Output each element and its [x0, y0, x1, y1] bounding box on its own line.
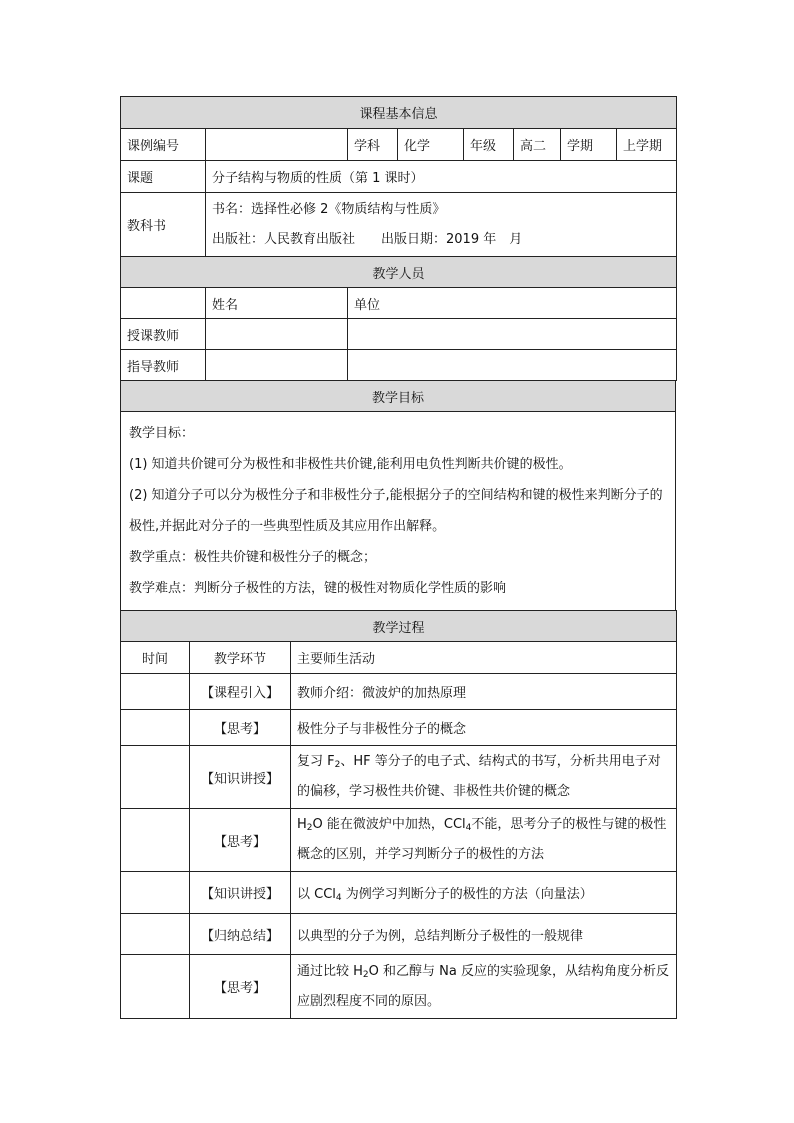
objectives-heading: 教学目标：	[129, 426, 195, 441]
time-cell	[121, 955, 190, 1019]
grade-label: 年级	[464, 129, 514, 161]
objectives-table	[120, 380, 676, 611]
activity-text: 、HF 等分子的电子式、结构式的书写，分析共用电子对的偏移，学习极性共价键、非极性共价键的概念	[297, 754, 661, 799]
table-row	[121, 710, 677, 746]
table-row	[121, 914, 677, 955]
objective-item-2: (2) 知道分子可以分为极性分子和非极性分子,能根据分子的空间结构和键的极性来判断分子的极性,并据此对分子的一些典型性质及其应用作出解释。	[129, 488, 663, 534]
name-column-header: 姓名	[206, 288, 348, 319]
process-table	[120, 610, 677, 1019]
table-row	[121, 955, 677, 1019]
time-cell	[121, 914, 190, 955]
stage-cell: 【知识讲授】	[190, 746, 291, 809]
time-cell	[121, 746, 190, 809]
subscript: 4	[465, 823, 472, 833]
activity-text: O 能在微波炉中加热，CCl	[312, 817, 466, 832]
advisor-unit	[348, 350, 677, 381]
stage-cell: 【知识讲授】	[190, 872, 291, 914]
time-cell	[121, 674, 190, 710]
topic-label: 课题	[121, 161, 206, 193]
advisor-label: 指导教师	[121, 350, 206, 381]
activity-cell: 教师介绍：微波炉的加热原理	[291, 674, 677, 710]
staff-header: 教学人员	[121, 257, 677, 288]
activity-cell	[291, 746, 677, 809]
basic-info-header: 课程基本信息	[121, 97, 677, 129]
lesson-plan-sheet	[120, 96, 676, 1019]
difficulty-point: 教学难点：判断分子极性的方法，键的极性对物质化学性质的影响	[129, 581, 507, 596]
code-label: 课例编号	[121, 129, 206, 161]
advisor-name	[206, 350, 348, 381]
activity-text: 复习 F	[297, 754, 335, 769]
time-cell	[121, 809, 190, 872]
objective-item-1: (1) 知道共价键可分为极性和非极性共价键,能利用电负性判断共价键的极性。	[129, 457, 572, 472]
table-row	[121, 746, 677, 809]
subject-label: 学科	[348, 129, 398, 161]
process-header: 教学过程	[121, 611, 677, 642]
activity-cell	[291, 809, 677, 872]
lecturer-label: 授课教师	[121, 319, 206, 350]
code-value	[206, 129, 348, 161]
topic-value: 分子结构与物质的性质（第 1 课时）	[206, 161, 677, 193]
activity-text: O 和乙醇与 Na 反应的实验现象，从结构角度分析反应剧烈程度不同的原因。	[297, 963, 669, 1009]
table-row	[121, 674, 677, 710]
time-cell	[121, 710, 190, 746]
subscript: 2	[334, 760, 341, 770]
subscript: 2	[362, 969, 369, 980]
activity-cell	[291, 955, 677, 1019]
grade-value: 高二	[514, 129, 561, 161]
lecturer-unit	[348, 319, 677, 350]
subscript: 2	[306, 823, 313, 833]
lecturer-name	[206, 319, 348, 350]
basic-info-table	[120, 96, 677, 257]
term-label: 学期	[561, 129, 617, 161]
stage-column-header: 教学环节	[190, 642, 291, 674]
book-name: 书名：选择性必修 2《物质结构与性质》	[212, 201, 446, 217]
stage-cell: 【课程引入】	[190, 674, 291, 710]
objectives-header: 教学目标	[121, 381, 676, 412]
activity-cell: 以典型的分子为例，总结判断分子极性的一般规律	[291, 914, 677, 955]
time-cell	[121, 872, 190, 914]
subject-value: 化学	[398, 129, 464, 161]
textbook-info	[206, 193, 677, 257]
textbook-label: 教科书	[121, 193, 206, 257]
key-point: 教学重点：极性共价键和极性分子的概念；	[129, 550, 377, 565]
time-column-header: 时间	[121, 642, 190, 674]
table-row	[121, 809, 677, 872]
stage-cell: 【思考】	[190, 955, 291, 1019]
activity-text: H	[297, 817, 307, 832]
objectives-content	[121, 412, 676, 611]
stage-cell: 【思考】	[190, 809, 291, 872]
activity-text: 为例学习判断分子的极性的方法（向量法）	[341, 887, 593, 902]
activity-cell: 极性分子与非极性分子的概念	[291, 710, 677, 746]
activity-text: 以 CCl	[297, 887, 336, 902]
activity-column-header: 主要师生活动	[291, 642, 677, 674]
publisher-info: 出版社：人民教育出版社 出版日期：2019 年 月	[212, 231, 523, 247]
term-value: 上学期	[617, 129, 677, 161]
staff-table	[120, 256, 677, 381]
table-row	[121, 872, 677, 914]
subscript: 4	[335, 893, 342, 903]
activity-cell	[291, 872, 677, 914]
activity-text: 不能，思考分子的极性与键的极性概念的区别，并学习判断分子的极性的方法	[297, 817, 667, 862]
unit-column-header: 单位	[348, 288, 677, 319]
activity-text: 通过比较 H	[297, 963, 363, 979]
stage-cell: 【思考】	[190, 710, 291, 746]
stage-cell: 【归纳总结】	[190, 914, 291, 955]
staff-corner-cell	[121, 288, 206, 319]
